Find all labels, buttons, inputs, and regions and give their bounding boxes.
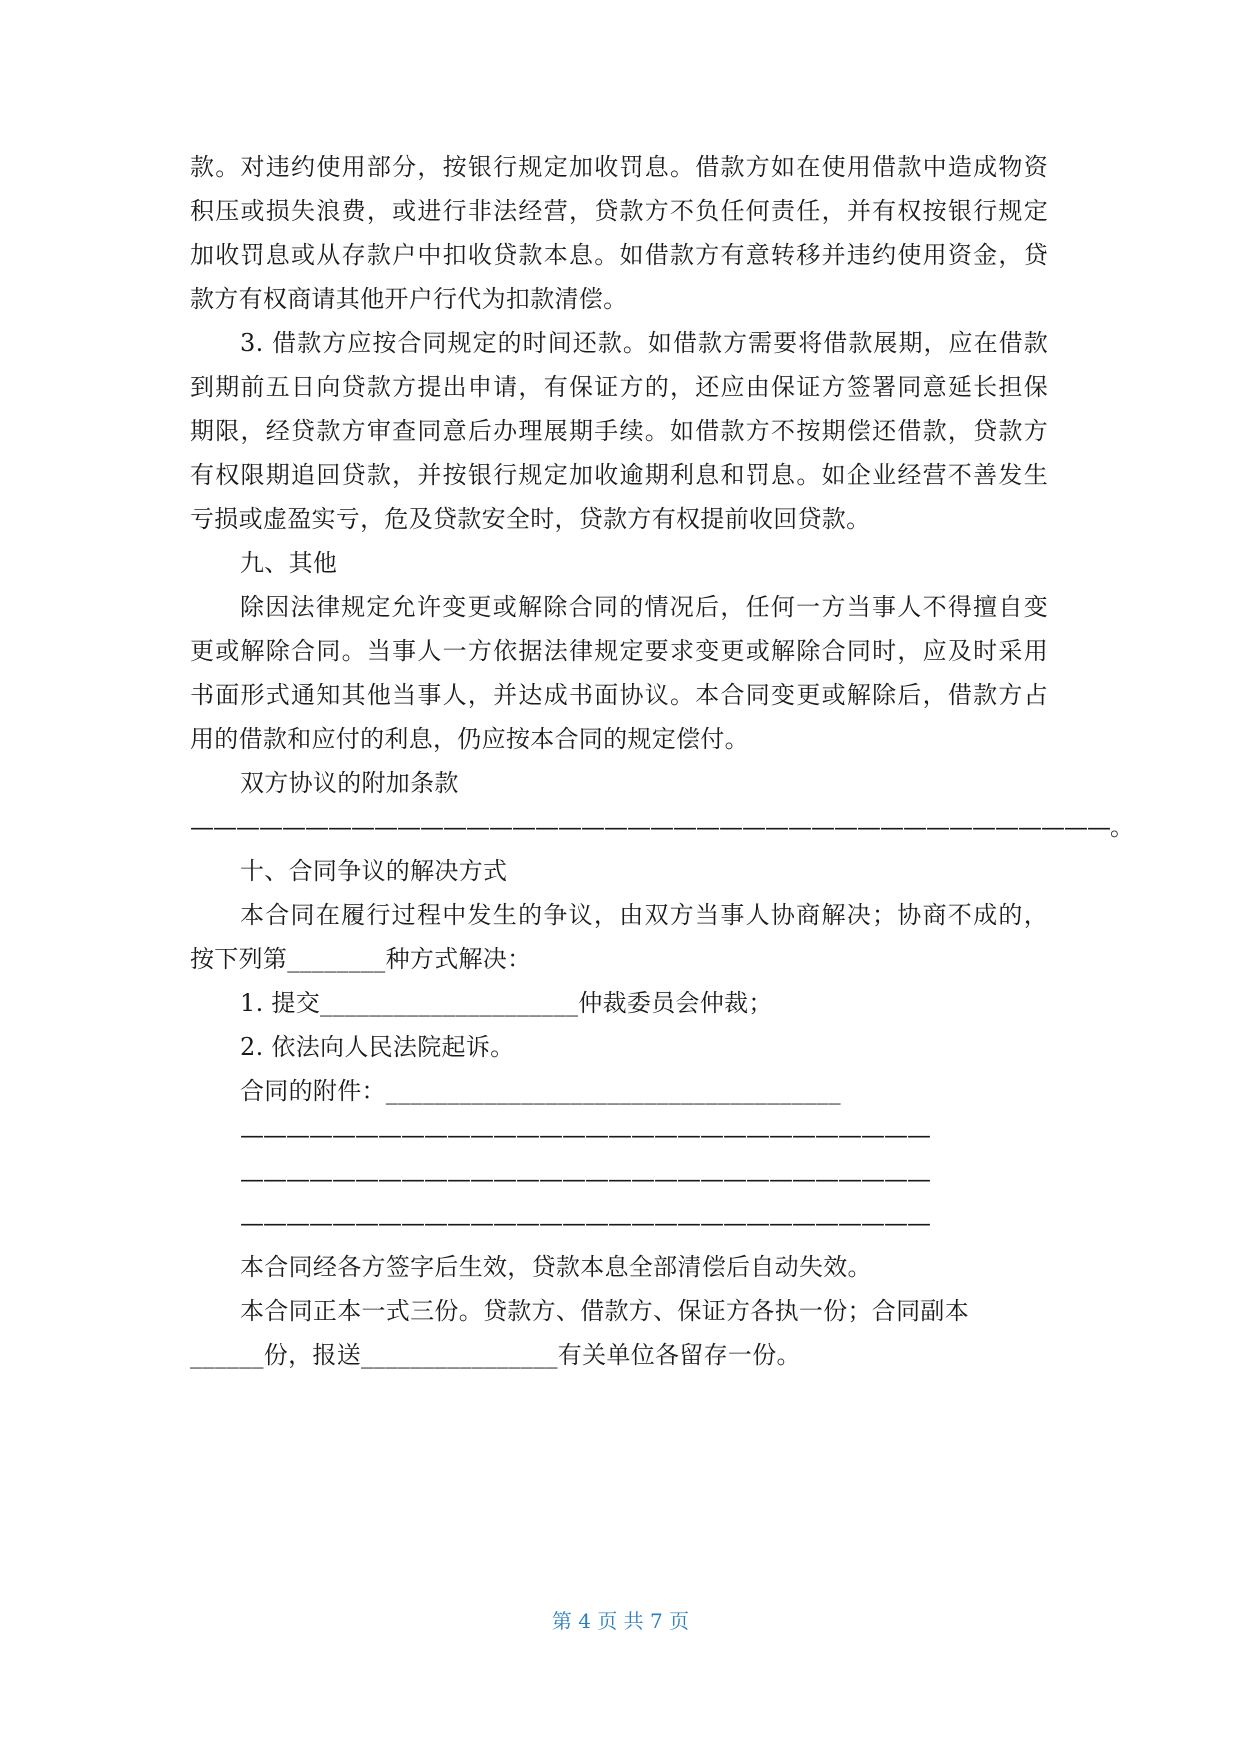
paragraph-line: 更或解除合同。当事人一方依据法律规定要求变更或解除合同时，应及时采用	[190, 637, 1048, 665]
dispute-option-arbitration: 1. 提交_____________________仲裁委员会仲裁；	[240, 989, 773, 1017]
additional-terms-blank: ————————————————————————————————————————。	[190, 813, 1133, 841]
paragraph-line: 按下列第________种方式解决：	[190, 945, 532, 973]
dispute-option-court: 2. 依法向人民法院起诉。	[240, 1033, 515, 1061]
paragraph-line: 本合同在履行过程中发生的争议，由双方当事人协商解决；协商不成的，	[240, 901, 1048, 929]
paragraph-line: 3. 借款方应按合同规定的时间还款。如借款方需要将借款展期，应在借款	[240, 329, 1048, 357]
copies-clause: 本合同正本一式三份。贷款方、借款方、保证方各执一份；合同副本	[240, 1297, 969, 1325]
paragraph-line: 书面形式通知其他当事人，并达成书面协议。本合同变更或解除后，借款方占	[190, 681, 1048, 709]
paragraph-line: 亏损或虚盈实亏，危及贷款安全时，贷款方有权提前收回贷款。	[190, 505, 871, 533]
attachments-label: 合同的附件：_____________________________________	[240, 1077, 841, 1105]
paragraph-line: 除因法律规定允许变更或解除合同的情况后，任何一方当事人不得擅自变	[240, 593, 1048, 621]
paragraph-line: 款方有权商请其他开户行代为扣款清偿。	[190, 285, 628, 313]
paragraph-line: 期限，经贷款方审查同意后办理展期手续。如借款方不按期偿还借款，贷款方	[190, 417, 1048, 445]
paragraph-line: 到期前五日向贷款方提出申请，有保证方的，还应由保证方签署同意延长担保	[190, 373, 1048, 401]
paragraph-line: 用的借款和应付的利息，仍应按本合同的规定偿付。	[190, 725, 749, 753]
paragraph-line: 有权限期追回贷款，并按银行规定加收逾期利息和罚息。如企业经营不善发生	[190, 461, 1048, 489]
additional-terms-label: 双方协议的附加条款	[240, 769, 459, 797]
page-number: 第 4 页 共 7 页	[551, 1609, 690, 1633]
copies-clause: ______份，报送________________有关单位各留存一份。	[190, 1341, 801, 1369]
effect-clause: 本合同经各方签字后生效，贷款本息全部清偿后自动失效。	[240, 1253, 872, 1281]
attachment-blank: ——————————————————————————————	[240, 1165, 930, 1193]
attachment-blank: ——————————————————————————————	[240, 1121, 930, 1149]
section-heading: 九、其他	[240, 549, 338, 577]
section-heading: 十、合同争议的解决方式	[240, 857, 508, 885]
paragraph-line: 加收罚息或从存款户中扣收贷款本息。如借款方有意转移并违约使用资金，贷	[190, 241, 1048, 269]
paragraph-line: 积压或损失浪费，或进行非法经营，贷款方不负任何责任，并有权按银行规定	[190, 197, 1048, 225]
paragraph-line: 款。对违约使用部分，按银行规定加收罚息。借款方如在使用借款中造成物资	[190, 153, 1048, 181]
attachment-blank: ——————————————————————————————	[240, 1209, 930, 1237]
